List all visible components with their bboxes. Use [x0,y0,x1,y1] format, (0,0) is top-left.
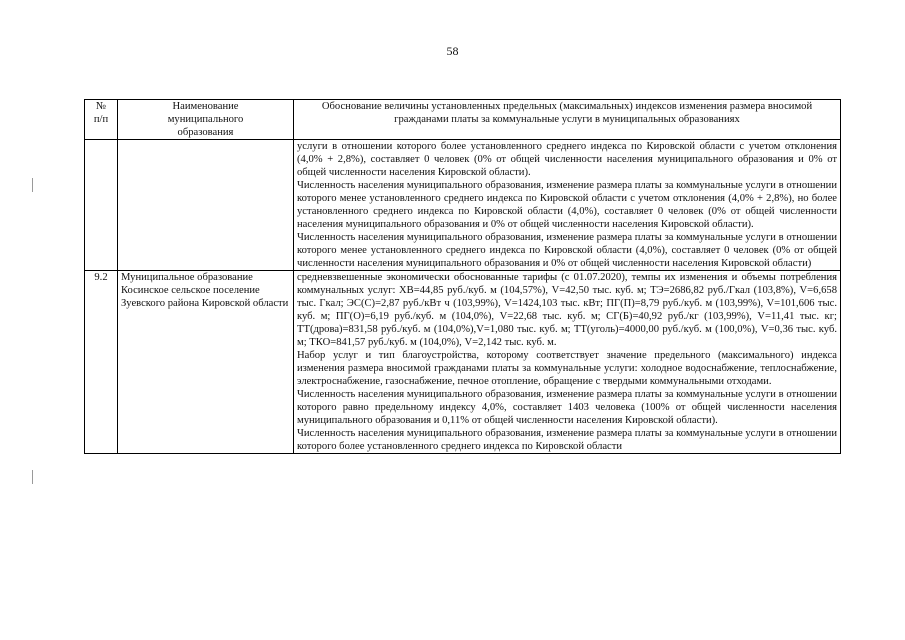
table-cell-justification [294,271,841,454]
justification-paragraph: Численность населения муниципального образования, изменение размера платы за коммунальные услуги в отношении которого менее установленного среднего индекса по Кировской области с учетом отклонения (4,0% + 2,8%), но более установленного среднего индекса по Кировской области (4,0%), составляет 0 человек (0% от общей численности населения муниципального образования и 0% от общей численности населения Кировской области). [297,180,837,230]
justification-paragraph: Численность населения муниципального образования, изменение размера платы за коммунальные услуги в отношении которого равно предельному индексу 4,0%, составляет 1403 человека (100% от общей численности населения муниципального образования и 0,11% от общей численности населения Кировской области). [297,389,837,426]
margin-mark-left [32,470,33,484]
margin-mark-left [32,178,33,192]
table-cell-name [118,140,294,271]
tariff-table [84,99,841,454]
header-number: № п/п [85,100,118,140]
table-cell-justification [294,140,841,271]
justification-paragraph: средневзвешенные экономически обоснованные тарифы (с 01.07.2020), темпы их изменения и объемы потребления коммунальных услуг: ХВ=44,85 руб./куб. м (104,57%), V=42,50 тыс. куб. м; ТЭ=2686,82 руб./Гкал (103,8%), V=6,658 тыс. Гкал; ЭС(С)=2,87 руб./кВт ч (103,99%), V=1424,103 тыс. кВт; ПГ(П)=8,79 руб./куб. м (103,99%), V=101,606 тыс. куб. м; ПГ(О)=6,19 руб./куб. м (104,0%), V=22,68 тыс. куб. м; СГ(Б)=40,92 руб./кг (103,99%), V=11,41 тыс. кг; ТТ(дрова)=831,58 руб./куб. м (104,0%),V=1,080 тыс. куб. м; ТТ(уголь)=4000,00 руб./куб. м (100,0%), V=0,36 тыс. куб. м; ТКО=841,57 руб./куб. м (104,0%), V=2,142 тыс. куб. м. [297,272,837,348]
table-cell-number: 9.2 [85,271,118,454]
header-justification: Обоснование величины установленных предельных (максимальных) индексов изменения размера вносимой гражданами платы за коммунальные услуги в муниципальных образованиях [294,100,841,140]
page-number: 58 [446,44,459,58]
table-header-row [85,100,841,140]
header-municipality-name: Наименование муниципального образования [118,100,294,140]
table-cell-number [85,140,118,271]
table-row [85,140,841,271]
justification-paragraph: Численность населения муниципального образования, изменение размера платы за коммунальные услуги в отношении которого более установленного среднего индекса по Кировской области [297,428,837,452]
justification-paragraph: Набор услуг и тип благоустройства, которому соответствует значение предельного (максимального) индекса изменения размера вносимой гражданами платы за коммунальные услуги: холодное водоснабжение, теплоснабжение, электроснабжение, газоснабжение, печное отопление, обращение с твердыми коммунальными отходами. [297,350,837,387]
table-row [85,271,841,454]
table-cell-name: Муниципальное образование Косинское сельское поселение Зуевского района Кировской области [118,271,294,454]
justification-paragraph: Численность населения муниципального образования, изменение размера платы за коммунальные услуги в отношении которого менее установленного среднего индекса по Кировской области (4,0%), составляет 0 человек (0% от общей численности населения муниципального образования и 0% от общей численности населения Кировской области) [297,232,837,269]
justification-paragraph: услуги в отношении которого более установленного среднего индекса по Кировской области с учетом отклонения (4,0% + 2,8%), составляет 0 человек (0% от общей численности населения муниципального образования и 0% от общей численности населения Кировской области). [297,141,837,178]
